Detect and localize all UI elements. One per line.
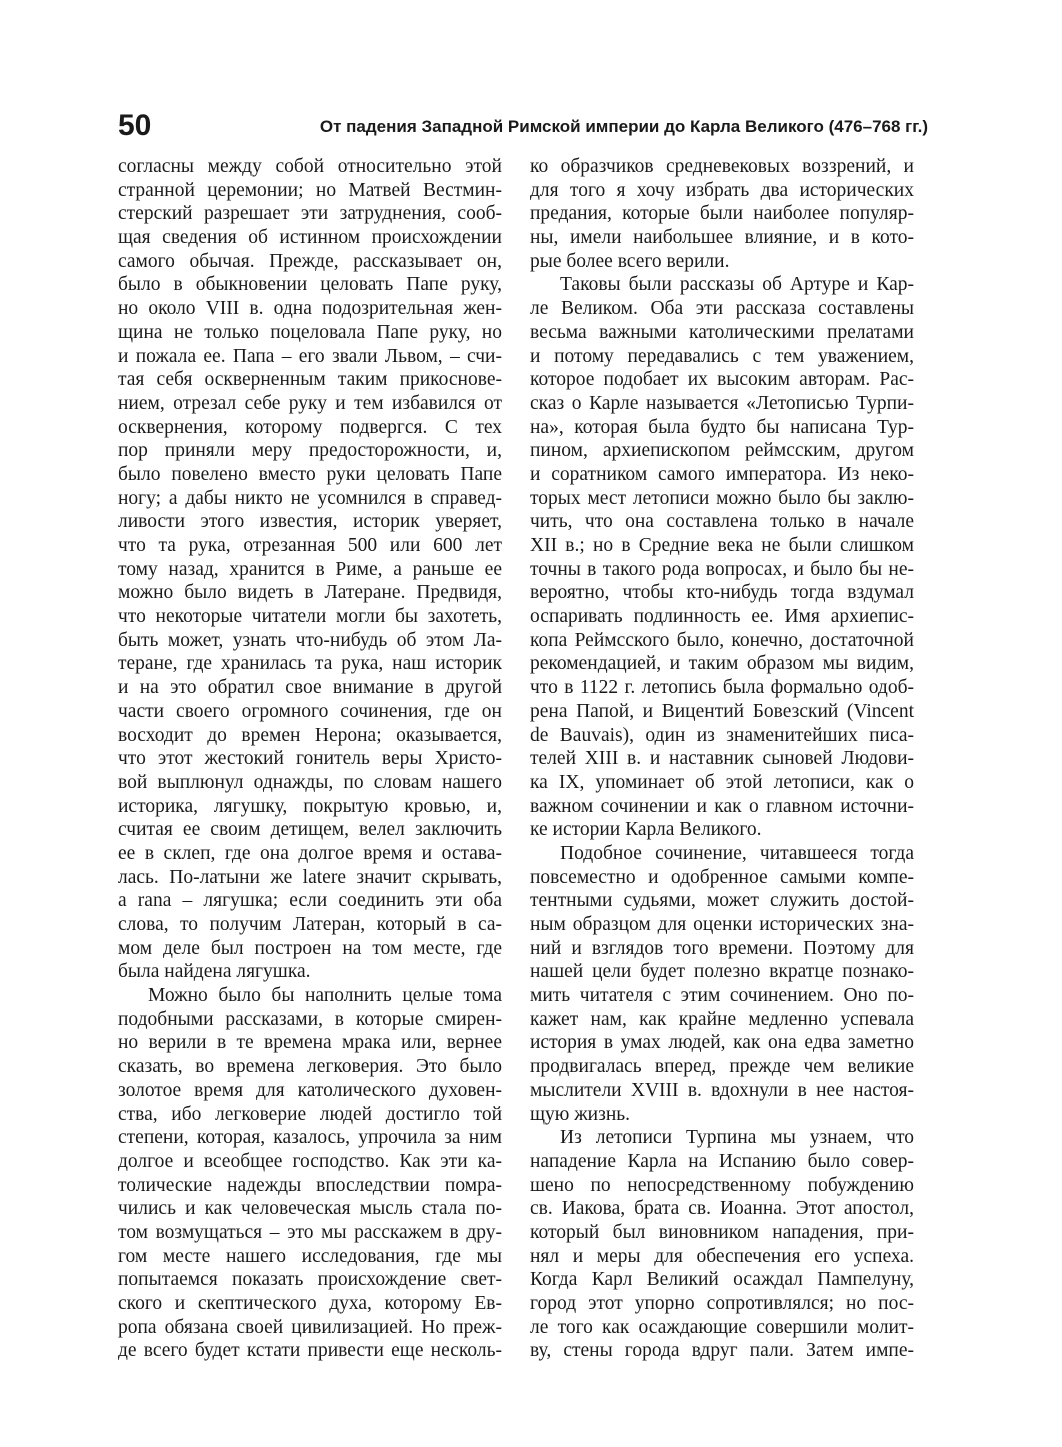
text-line: Подобное сочинение, читавшееся тогда: [560, 842, 914, 864]
text-line: XII в.; но в Средние века не были слишком: [530, 535, 914, 556]
running-title: От падения Западной Римской империи до Карла Великого (476–768 гг.): [319, 117, 928, 136]
text-line: долгое и всеобщее господство. Как эти ка-: [118, 1150, 502, 1172]
page-header: [118, 108, 928, 148]
text-line: теране, где хранилась та рука, наш историк: [118, 653, 502, 675]
text-line: быть может, узнать что-нибудь об этом Ла-: [118, 629, 502, 651]
left-text-column: [118, 155, 502, 1363]
text-line: ее в склеп, где она долгое время и остава-: [118, 842, 502, 864]
text-line: ства, ибо легковерие людей достигло той: [118, 1103, 502, 1125]
text-line: нападение Карла на Испанию было совер-: [530, 1150, 914, 1172]
text-line: вой выплюнул однажды, по словам нашего: [118, 771, 502, 793]
text-line: ногу; а дабы никто не усомнился в справед-: [118, 487, 502, 509]
text-line: сказ о Карле называется «Летописью Турпи-: [530, 392, 914, 414]
text-line: де всего будет кстати привести еще несколь-: [118, 1340, 502, 1362]
text-line: оспаривать подлинность ее. Имя архиепис-: [530, 606, 914, 628]
text-line: что в 1122 г. летопись была формально одоб-: [530, 677, 914, 699]
text-line: стерский разрешает эти затруднения, сооб-: [118, 203, 502, 225]
text-line: слова, то получим Латеран, который в са-: [118, 914, 502, 935]
text-line: de Bauvais), один из знаменитейших писа-: [530, 724, 914, 746]
text-line: вероятно, чтобы кто-нибудь тогда вздумал: [530, 582, 914, 604]
text-line: ропа обязана своей цивилизацией. Но преж-: [118, 1316, 502, 1338]
text-line: рекомендацией, и таким образом мы видим,: [530, 653, 914, 675]
right-text-column: [530, 155, 914, 1363]
text-line: копа Реймсского было, конечно, достаточной: [530, 629, 914, 651]
text-line: историка, лягушку, покрытую кровью, и,: [118, 795, 502, 817]
text-line: была найдена лягушка.: [118, 961, 311, 983]
text-line: торых мест летописи можно было бы заклю-: [530, 487, 914, 509]
text-line: и на это обратил свое внимание в другой: [118, 677, 502, 699]
text-line: ву, стены города вдруг пали. Затем импе-: [530, 1340, 914, 1362]
text-line: щая сведения об истинном происхождении: [118, 227, 502, 249]
text-line: история в умах людей, как она едва заметно: [530, 1032, 914, 1054]
text-line: ным образцом для оценки исторических зна-: [530, 914, 914, 935]
text-line: нием, отрезал себе руку и тем избавился от: [118, 392, 502, 414]
text-line: восходит до времен Нерона; оказывается,: [118, 724, 502, 746]
text-line: тому назад, хранится в Риме, а раньше ее: [118, 558, 502, 580]
text-line: город этот упорно сопротивлялся; но пос-: [530, 1293, 914, 1314]
text-line: толические надежды впоследствии помра-: [118, 1174, 502, 1196]
text-line: ко образчиков средневековых воззрений, и: [530, 156, 914, 177]
text-line: Когда Карл Великий осаждал Пампелуну,: [530, 1269, 914, 1291]
text-line: весьма важными католическими прелатами: [530, 321, 914, 343]
text-line: Таковы были рассказы об Артуре и Кар-: [560, 274, 914, 296]
text-line: гом месте нашего исследования, где мы: [118, 1245, 502, 1267]
text-line: продвигалась вперед, прежде чем великие: [530, 1056, 914, 1078]
text-line: что некоторые читатели могли бы захотеть,: [118, 606, 502, 628]
text-line: ского и скептического духа, которому Ев-: [118, 1293, 502, 1314]
text-line: ка IX, упоминает об этой летописи, как о: [530, 771, 914, 793]
text-line: для того я хочу избрать два исторических: [530, 179, 914, 201]
text-line: подобными рассказами, в которые смирен-: [118, 1008, 502, 1030]
text-line: осквернения, которому подвергся. С тех: [118, 416, 502, 438]
text-line: тентными судьями, может служить достой-: [530, 890, 914, 912]
text-line: что та рука, отрезанная 500 или 600 лет: [118, 535, 502, 556]
text-line: золотое время для католического духовен-: [118, 1079, 502, 1101]
text-line: степени, которая, казалось, упрочила за ним: [118, 1127, 502, 1149]
text-line: чить, что она составлена только в начале: [530, 511, 914, 533]
text-line: кажет нам, как крайне медленно успевала: [530, 1008, 914, 1030]
text-line: пином, архиепископом реймсским, другом: [530, 440, 914, 462]
text-line: было повелено вместо руки целовать Папе: [118, 463, 502, 485]
text-line: мыслители XVIII в. вдохнули в нее настоя-: [530, 1079, 914, 1101]
text-line: но верили в те времена мрака или, вернее: [118, 1032, 502, 1054]
text-line: ливости этого известия, историк уверяет,: [118, 511, 502, 533]
text-line: ке истории Карла Великого.: [530, 819, 762, 841]
text-line: Можно было бы наполнить целые тома: [148, 985, 502, 1007]
text-line: ле Великом. Оба эти рассказа составлены: [530, 298, 914, 320]
text-line: рена Папой, и Вицентий Бовезский (Vincent: [530, 700, 914, 722]
text-line: св. Иакова, брата св. Иоанна. Этот апостол,: [530, 1198, 914, 1220]
text-line: пор приняли меру предосторожности, и,: [118, 440, 502, 462]
text-line: ле того как осаждающие совершили молит-: [530, 1316, 914, 1338]
text-line: телей XIII в. и наставник сыновей Людови-: [530, 748, 914, 770]
text-line: щина не только поцеловала Папе руку, но: [118, 321, 502, 343]
text-line: рые более всего верили.: [530, 250, 730, 272]
text-line: можно было видеть в Латеране. Предвидя,: [118, 582, 502, 604]
text-line: нял и меры для обеспечения его успеха.: [530, 1245, 914, 1267]
text-line: и соратником самого императора. Из неко-: [530, 463, 914, 485]
page-number: 50: [118, 109, 152, 142]
text-line: чились и как человеческая мысль стала по-: [118, 1198, 502, 1220]
text-line: ны, имели наибольшее влияние, и в кото-: [530, 227, 914, 249]
text-line: и пожала ее. Папа – его звали Львом, – счи-: [118, 345, 502, 367]
text-line: Из летописи Турпина мы узнаем, что: [560, 1127, 914, 1149]
text-line: попытаемся показать происхождение свет-: [118, 1269, 502, 1291]
text-line: части своего огромного сочинения, где он: [118, 700, 502, 722]
text-line: ний и взглядов того времени. Поэтому для: [530, 937, 914, 959]
text-line: что этот жестокий гонитель веры Христо-: [118, 748, 502, 770]
text-line: который был виновником нападения, при-: [530, 1221, 914, 1243]
text-line: предания, которые были наиболее популяр-: [530, 203, 914, 225]
text-line: но около VIII в. одна подозрительная жен-: [118, 298, 502, 320]
text-line: сказать, во времена легковерия. Это было: [118, 1056, 502, 1078]
text-line: нашей цели будет полезно вкратце познако-: [530, 961, 914, 983]
text-line: важном сочинении и как о главном источни-: [530, 795, 914, 817]
text-line: тая себя оскверненным таким прикоснове-: [118, 369, 502, 391]
text-line: щую жизнь.: [530, 1103, 631, 1125]
text-line: было в обыкновении целовать Папе руку,: [118, 274, 502, 296]
text-line: том возмущаться – это мы расскажем в дру-: [118, 1221, 502, 1243]
text-line: лась. По-латыни же latere значит скрывать,: [118, 866, 502, 888]
text-line: странной церемонии; но Матвей Вестмин-: [118, 179, 502, 201]
text-line: считая ее своим детищем, велел заключить: [118, 819, 502, 841]
text-line: мить читателя с этим сочинением. Оно по-: [530, 985, 914, 1007]
text-line: и потому передавались с тем уважением,: [530, 345, 914, 367]
text-line: согласны между собой относительно этой: [118, 156, 502, 177]
text-line: мом деле был построен на том месте, где: [118, 937, 502, 959]
text-line: а rana – лягушка; если соединить эти оба: [118, 890, 502, 912]
text-line: на», которая была будто бы написана Тур-: [530, 416, 914, 438]
text-line: шено по непосредственному побуждению: [530, 1174, 914, 1196]
text-line: точны в такого рода вопросах, и было бы не-: [530, 558, 914, 580]
text-line: которое подобает их высоким авторам. Рас-: [530, 369, 914, 391]
text-line: повсеместно и одобренное самыми компе-: [530, 866, 914, 888]
text-line: самого обычая. Прежде, рассказывает он,: [118, 250, 502, 272]
